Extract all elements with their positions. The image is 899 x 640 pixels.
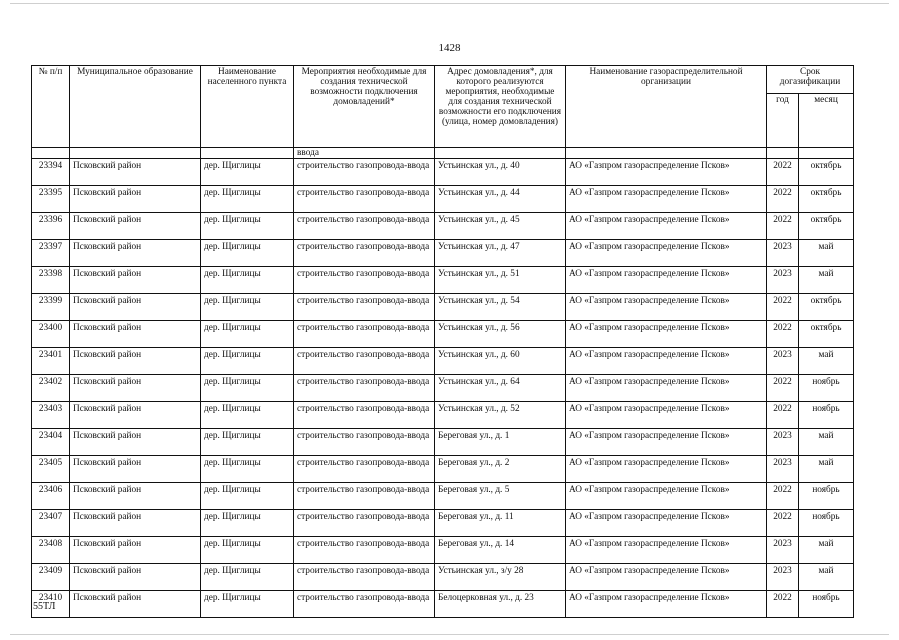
- cell-num: 23405: [32, 456, 70, 483]
- cell-activity: строительство газопровода-ввода: [294, 159, 435, 186]
- cell-year: 2022: [767, 294, 799, 321]
- cell-year: 2022: [767, 402, 799, 429]
- cell-settlement: дер. Щиглицы: [201, 402, 294, 429]
- cell-municipality: Псковский район: [70, 186, 201, 213]
- cont-cell: [32, 148, 70, 159]
- cont-cell: [70, 148, 201, 159]
- cell-num: 23397: [32, 240, 70, 267]
- table-row: [32, 159, 854, 186]
- cell-organization: АО «Газпром газораспределение Псков»: [566, 186, 767, 213]
- cell-year: 2022: [767, 483, 799, 510]
- table-row: [32, 591, 854, 618]
- cont-cell: [799, 148, 854, 159]
- table-row: [32, 294, 854, 321]
- cell-organization: АО «Газпром газораспределение Псков»: [566, 321, 767, 348]
- cell-num: 23409: [32, 564, 70, 591]
- cont-cell: [566, 148, 767, 159]
- cell-settlement: дер. Щиглицы: [201, 294, 294, 321]
- cell-year: 2023: [767, 348, 799, 375]
- cell-activity: строительство газопровода-ввода: [294, 510, 435, 537]
- table-row: [32, 267, 854, 294]
- cell-settlement: дер. Щиглицы: [201, 483, 294, 510]
- cell-municipality: Псковский район: [70, 456, 201, 483]
- table-row: [32, 402, 854, 429]
- cell-settlement: дер. Щиглицы: [201, 213, 294, 240]
- cell-settlement: дер. Щиглицы: [201, 375, 294, 402]
- cell-address: Береговая ул., д. 1: [435, 429, 566, 456]
- cell-municipality: Псковский район: [70, 321, 201, 348]
- cell-year: 2022: [767, 159, 799, 186]
- cell-year: 2023: [767, 456, 799, 483]
- cell-num: 23407: [32, 510, 70, 537]
- cell-address: Устьинская ул., д. 64: [435, 375, 566, 402]
- cell-num: 23398: [32, 267, 70, 294]
- cell-address: Устьинская ул., д. 45: [435, 213, 566, 240]
- cell-activity: строительство газопровода-ввода: [294, 240, 435, 267]
- header-year: год: [767, 94, 799, 148]
- table-row: [32, 240, 854, 267]
- cell-address: Устьинская ул., д. 40: [435, 159, 566, 186]
- header-organization: Наименование газораспределительной организации: [566, 66, 767, 148]
- cell-year: 2022: [767, 510, 799, 537]
- cell-municipality: Псковский район: [70, 375, 201, 402]
- cell-activity: строительство газопровода-ввода: [294, 483, 435, 510]
- cell-activity: строительство газопровода-ввода: [294, 429, 435, 456]
- cell-organization: АО «Газпром газораспределение Псков»: [566, 348, 767, 375]
- cell-activity: строительство газопровода-ввода: [294, 537, 435, 564]
- cell-municipality: Псковский район: [70, 267, 201, 294]
- cell-settlement: дер. Щиглицы: [201, 456, 294, 483]
- cell-municipality: Псковский район: [70, 402, 201, 429]
- cell-month: ноябрь: [799, 510, 854, 537]
- cell-organization: АО «Газпром газораспределение Псков»: [566, 591, 767, 618]
- scan-edge-bottom: [10, 634, 889, 635]
- cell-num: 23408: [32, 537, 70, 564]
- cont-cell: [767, 148, 799, 159]
- cell-num: 23399: [32, 294, 70, 321]
- cell-year: 2023: [767, 537, 799, 564]
- cell-settlement: дер. Щиглицы: [201, 564, 294, 591]
- cell-month: октябрь: [799, 159, 854, 186]
- cell-month: октябрь: [799, 294, 854, 321]
- cell-activity: строительство газопровода-ввода: [294, 375, 435, 402]
- cell-settlement: дер. Щиглицы: [201, 348, 294, 375]
- header-month: месяц: [799, 94, 854, 148]
- cell-month: май: [799, 537, 854, 564]
- table-row: [32, 429, 854, 456]
- cell-month: май: [799, 456, 854, 483]
- cell-year: 2022: [767, 375, 799, 402]
- cell-num: 23410: [32, 591, 70, 618]
- cell-address: Устьинская ул., д. 54: [435, 294, 566, 321]
- cell-municipality: Псковский район: [70, 159, 201, 186]
- cell-activity: строительство газопровода-ввода: [294, 213, 435, 240]
- cell-municipality: Псковский район: [70, 510, 201, 537]
- cell-activity: строительство газопровода-ввода: [294, 186, 435, 213]
- cell-activity: строительство газопровода-ввода: [294, 294, 435, 321]
- table-row: [32, 348, 854, 375]
- continuation-row: [32, 148, 854, 159]
- cell-organization: АО «Газпром газораспределение Псков»: [566, 510, 767, 537]
- cell-year: 2023: [767, 429, 799, 456]
- cell-address: Устьинская ул., д. 56: [435, 321, 566, 348]
- cell-address: Устьинская ул., д. 44: [435, 186, 566, 213]
- cell-activity: строительство газопровода-ввода: [294, 456, 435, 483]
- cell-num: 23406: [32, 483, 70, 510]
- cell-municipality: Псковский район: [70, 429, 201, 456]
- cell-num: 23400: [32, 321, 70, 348]
- cell-year: 2023: [767, 267, 799, 294]
- table-row: [32, 483, 854, 510]
- cell-month: май: [799, 348, 854, 375]
- cell-address: Устьинская ул., з/у 28: [435, 564, 566, 591]
- cell-month: ноябрь: [799, 483, 854, 510]
- cell-month: ноябрь: [799, 591, 854, 618]
- cell-address: Устьинская ул., д. 47: [435, 240, 566, 267]
- header-num: № п/п: [32, 66, 70, 148]
- cell-address: Береговая ул., д. 5: [435, 483, 566, 510]
- cell-settlement: дер. Щиглицы: [201, 267, 294, 294]
- cell-month: ноябрь: [799, 402, 854, 429]
- header-activity: Мероприятия необходимые для создания технической возможности подключения домовладений*: [294, 66, 435, 148]
- cell-year: 2022: [767, 213, 799, 240]
- cell-year: 2023: [767, 564, 799, 591]
- cell-month: октябрь: [799, 186, 854, 213]
- table-row: [32, 375, 854, 402]
- header-settlement: Наименование населенного пункта: [201, 66, 294, 148]
- cell-address: Белоцерковная ул., д. 23: [435, 591, 566, 618]
- cell-month: май: [799, 240, 854, 267]
- cell-settlement: дер. Щиглицы: [201, 510, 294, 537]
- cell-organization: АО «Газпром газораспределение Псков»: [566, 375, 767, 402]
- cell-organization: АО «Газпром газораспределение Псков»: [566, 213, 767, 240]
- cont-cell: [435, 148, 566, 159]
- table-row: [32, 213, 854, 240]
- cell-settlement: дер. Щиглицы: [201, 240, 294, 267]
- cell-num: 23396: [32, 213, 70, 240]
- table-row: [32, 564, 854, 591]
- header-term: Срок догазификации: [767, 66, 854, 94]
- cell-activity: строительство газопровода-ввода: [294, 402, 435, 429]
- cell-month: май: [799, 267, 854, 294]
- cell-month: май: [799, 429, 854, 456]
- header-row: [32, 66, 854, 94]
- cell-year: 2022: [767, 321, 799, 348]
- cell-month: октябрь: [799, 213, 854, 240]
- cell-municipality: Псковский район: [70, 294, 201, 321]
- cell-num: 23395: [32, 186, 70, 213]
- cell-organization: АО «Газпром газораспределение Псков»: [566, 402, 767, 429]
- cell-municipality: Псковский район: [70, 591, 201, 618]
- table-row: [32, 456, 854, 483]
- cell-organization: АО «Газпром газораспределение Псков»: [566, 294, 767, 321]
- header-municipality: Муниципальное образование: [70, 66, 201, 148]
- cell-activity: строительство газопровода-ввода: [294, 348, 435, 375]
- cell-num: 23403: [32, 402, 70, 429]
- cell-month: ноябрь: [799, 375, 854, 402]
- cell-settlement: дер. Щиглицы: [201, 321, 294, 348]
- cell-organization: АО «Газпром газораспределение Псков»: [566, 483, 767, 510]
- cell-activity: строительство газопровода-ввода: [294, 564, 435, 591]
- cell-address: Береговая ул., д. 11: [435, 510, 566, 537]
- table-row: [32, 510, 854, 537]
- cell-settlement: дер. Щиглицы: [201, 429, 294, 456]
- footer-code: 55ТЛ: [33, 601, 56, 612]
- cont-cell: [201, 148, 294, 159]
- cell-num: 23402: [32, 375, 70, 402]
- cell-month: октябрь: [799, 321, 854, 348]
- cell-year: 2022: [767, 186, 799, 213]
- cell-address: Береговая ул., д. 14: [435, 537, 566, 564]
- cell-organization: АО «Газпром газораспределение Псков»: [566, 159, 767, 186]
- cell-settlement: дер. Щиглицы: [201, 591, 294, 618]
- cell-num: 23394: [32, 159, 70, 186]
- cell-municipality: Псковский район: [70, 483, 201, 510]
- cell-address: Устьинская ул., д. 60: [435, 348, 566, 375]
- cell-address: Устьинская ул., д. 51: [435, 267, 566, 294]
- cell-organization: АО «Газпром газораспределение Псков»: [566, 267, 767, 294]
- table-row: [32, 321, 854, 348]
- cell-activity: строительство газопровода-ввода: [294, 321, 435, 348]
- cell-municipality: Псковский район: [70, 240, 201, 267]
- continuation-text: ввода: [294, 148, 435, 159]
- cell-activity: строительство газопровода-ввода: [294, 591, 435, 618]
- cell-organization: АО «Газпром газораспределение Псков»: [566, 429, 767, 456]
- cell-address: Устьинская ул., д. 52: [435, 402, 566, 429]
- cell-organization: АО «Газпром газораспределение Псков»: [566, 456, 767, 483]
- scan-edge-top: [10, 3, 889, 4]
- cell-year: 2022: [767, 591, 799, 618]
- page-number: 1428: [438, 42, 461, 54]
- cell-num: 23404: [32, 429, 70, 456]
- cell-year: 2023: [767, 240, 799, 267]
- cell-num: 23401: [32, 348, 70, 375]
- table-body: [32, 148, 854, 618]
- cell-municipality: Псковский район: [70, 213, 201, 240]
- cell-settlement: дер. Щиглицы: [201, 186, 294, 213]
- header-address: Адрес домовладения*, для которого реализуются мероприятия, необходимые для создания технической возможности его подключения (улица, номер домовладения): [435, 66, 566, 148]
- table-row: [32, 186, 854, 213]
- cell-settlement: дер. Щиглицы: [201, 159, 294, 186]
- cell-organization: АО «Газпром газораспределение Псков»: [566, 564, 767, 591]
- cell-address: Береговая ул., д. 2: [435, 456, 566, 483]
- cell-organization: АО «Газпром газораспределение Псков»: [566, 240, 767, 267]
- cell-activity: строительство газопровода-ввода: [294, 267, 435, 294]
- gasification-table: [31, 65, 854, 618]
- cell-municipality: Псковский район: [70, 348, 201, 375]
- cell-municipality: Псковский район: [70, 537, 201, 564]
- cell-municipality: Псковский район: [70, 564, 201, 591]
- cell-settlement: дер. Щиглицы: [201, 537, 294, 564]
- table-row: [32, 537, 854, 564]
- cell-organization: АО «Газпром газораспределение Псков»: [566, 537, 767, 564]
- cell-month: май: [799, 564, 854, 591]
